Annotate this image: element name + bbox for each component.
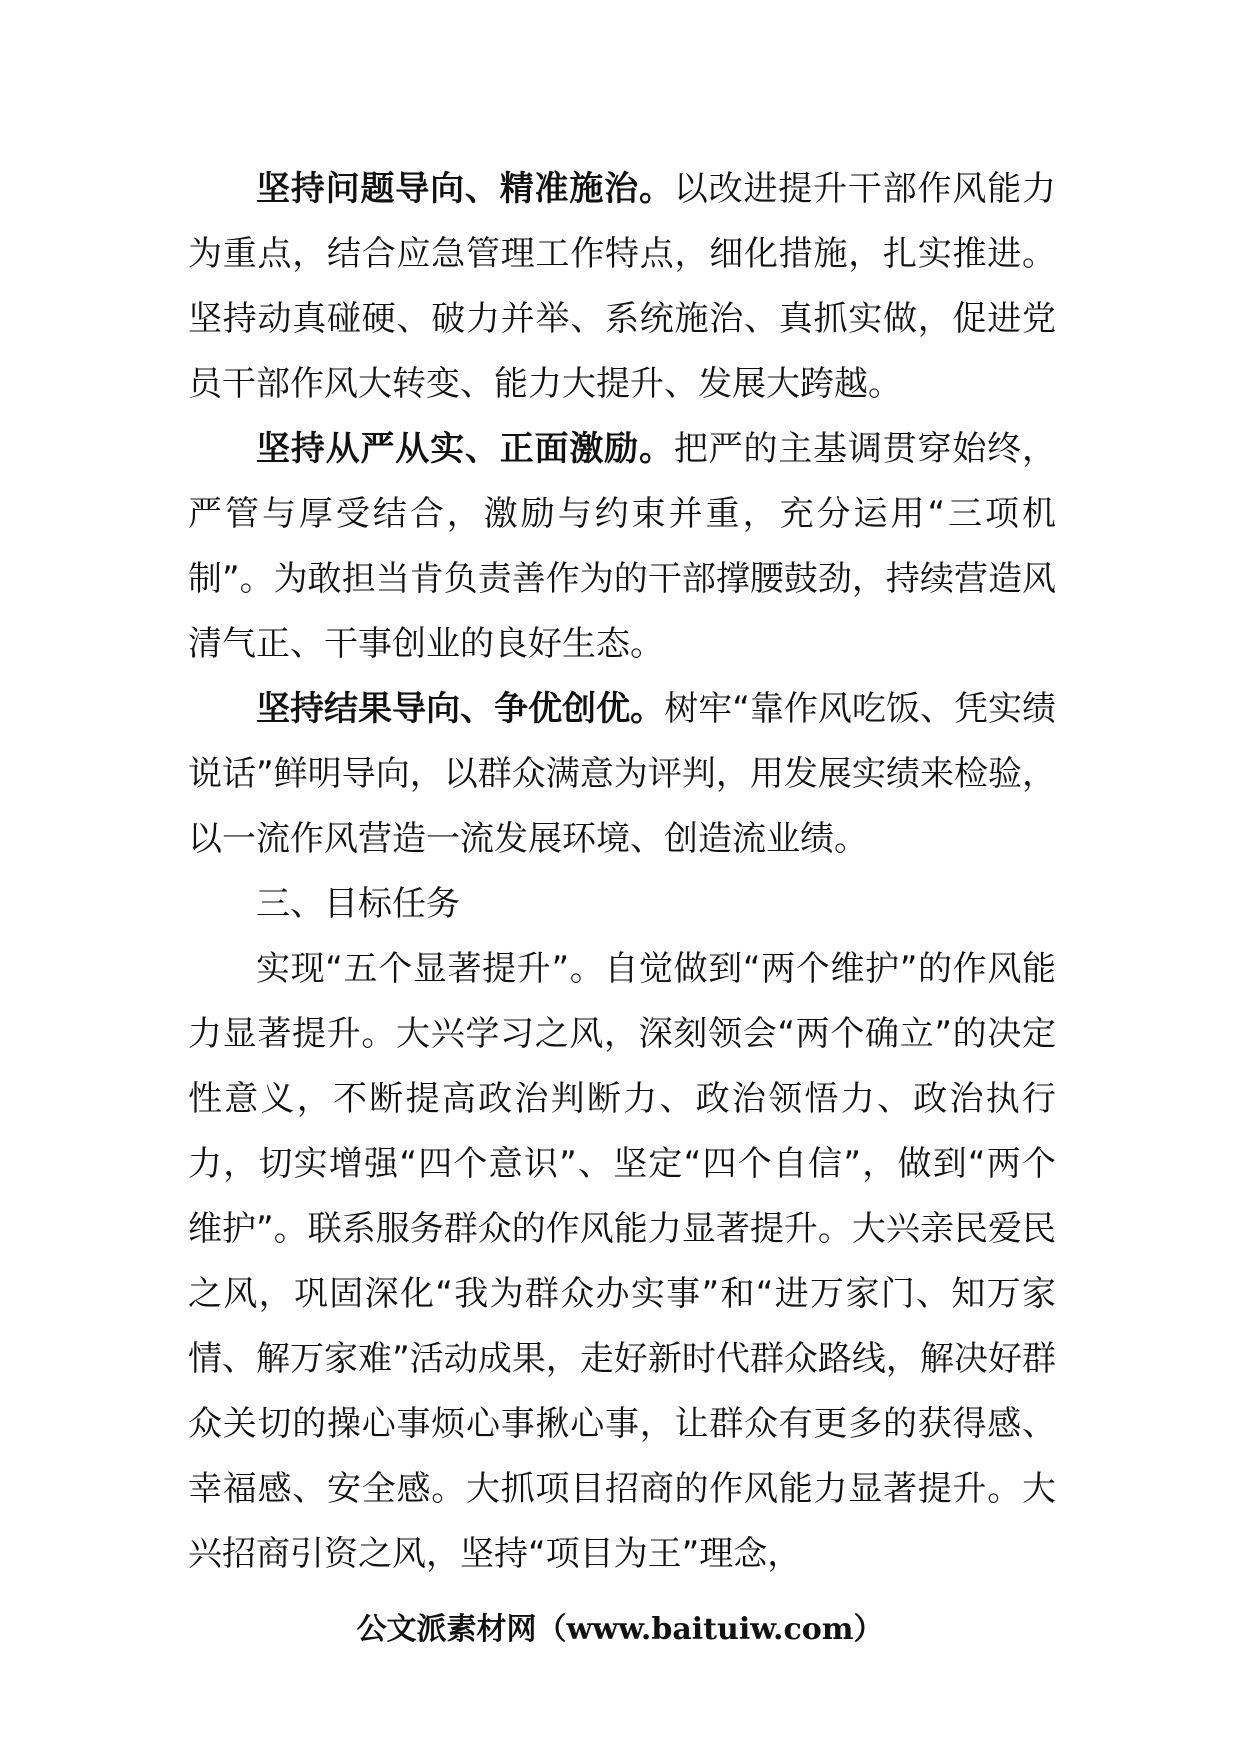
paragraph-5-text: 实现“五个显著提升”。自觉做到“两个维护”的作风能力显著提升。大兴学习之风，深刻领会“两个确立”的决定性意义，不断提高政治判断力、政治领悟力、政治执行力，切实增强“四个意识”、坚定“四个自信”，做到“两个维护”。联系服务群众的作风能力显著提升。大兴亲民爱民之风，巩固深化“我为群众办实事”和“进万家门、知万家情、解万家难”活动成果，走好新时代群众路线，解决好群众关切的操心事烦心事揪心事，让群众有更多的获得感、幸福感、安全感。大抓项目招商的作风能力显著提升。大兴招商引资之风，坚持“项目为王”理念，: [188, 949, 1056, 1574]
document-body: [188, 157, 1056, 1587]
paragraph-3-text: 树牢“靠作风吃饭、凭实绩说话”鲜明导向，以群众满意为评判，用发展实绩来检验，以一流作风营造一流发展环境、创造流业绩。: [188, 689, 1056, 859]
paragraph-1-lead: 坚持问题导向、精准施治。: [256, 169, 674, 209]
paragraph-2: [188, 417, 1056, 677]
paragraph-3-lead: 坚持结果导向、争优创优。: [256, 689, 665, 729]
paragraph-3: [188, 677, 1056, 872]
section-heading: [188, 872, 1056, 937]
paragraph-1-text: 以改进提升干部作风能力为重点，结合应急管理工作特点，细化措施，扎实推进。坚持动真碰硬、破力并举、系统施治、真抓实做，促进党员干部作风大转变、能力大提升、发展大跨越。: [188, 169, 1057, 404]
section-heading-text: 三、目标任务: [256, 884, 460, 924]
paragraph-1: [188, 157, 1056, 417]
paragraph-2-text: 把严的主基调贯穿始终，严管与厚受结合，激励与约束并重，充分运用“三项机制”。为敢担当肯负责善作为的干部撑腰鼓劲，持续营造风清气正、干事创业的良好生态。: [188, 429, 1057, 664]
paragraph-5: [188, 937, 1056, 1587]
footer-watermark: 公文派素材网（www.baituiw.com）: [356, 1612, 884, 1647]
paragraph-2-lead: 坚持从严从实、正面激励。: [256, 429, 674, 469]
